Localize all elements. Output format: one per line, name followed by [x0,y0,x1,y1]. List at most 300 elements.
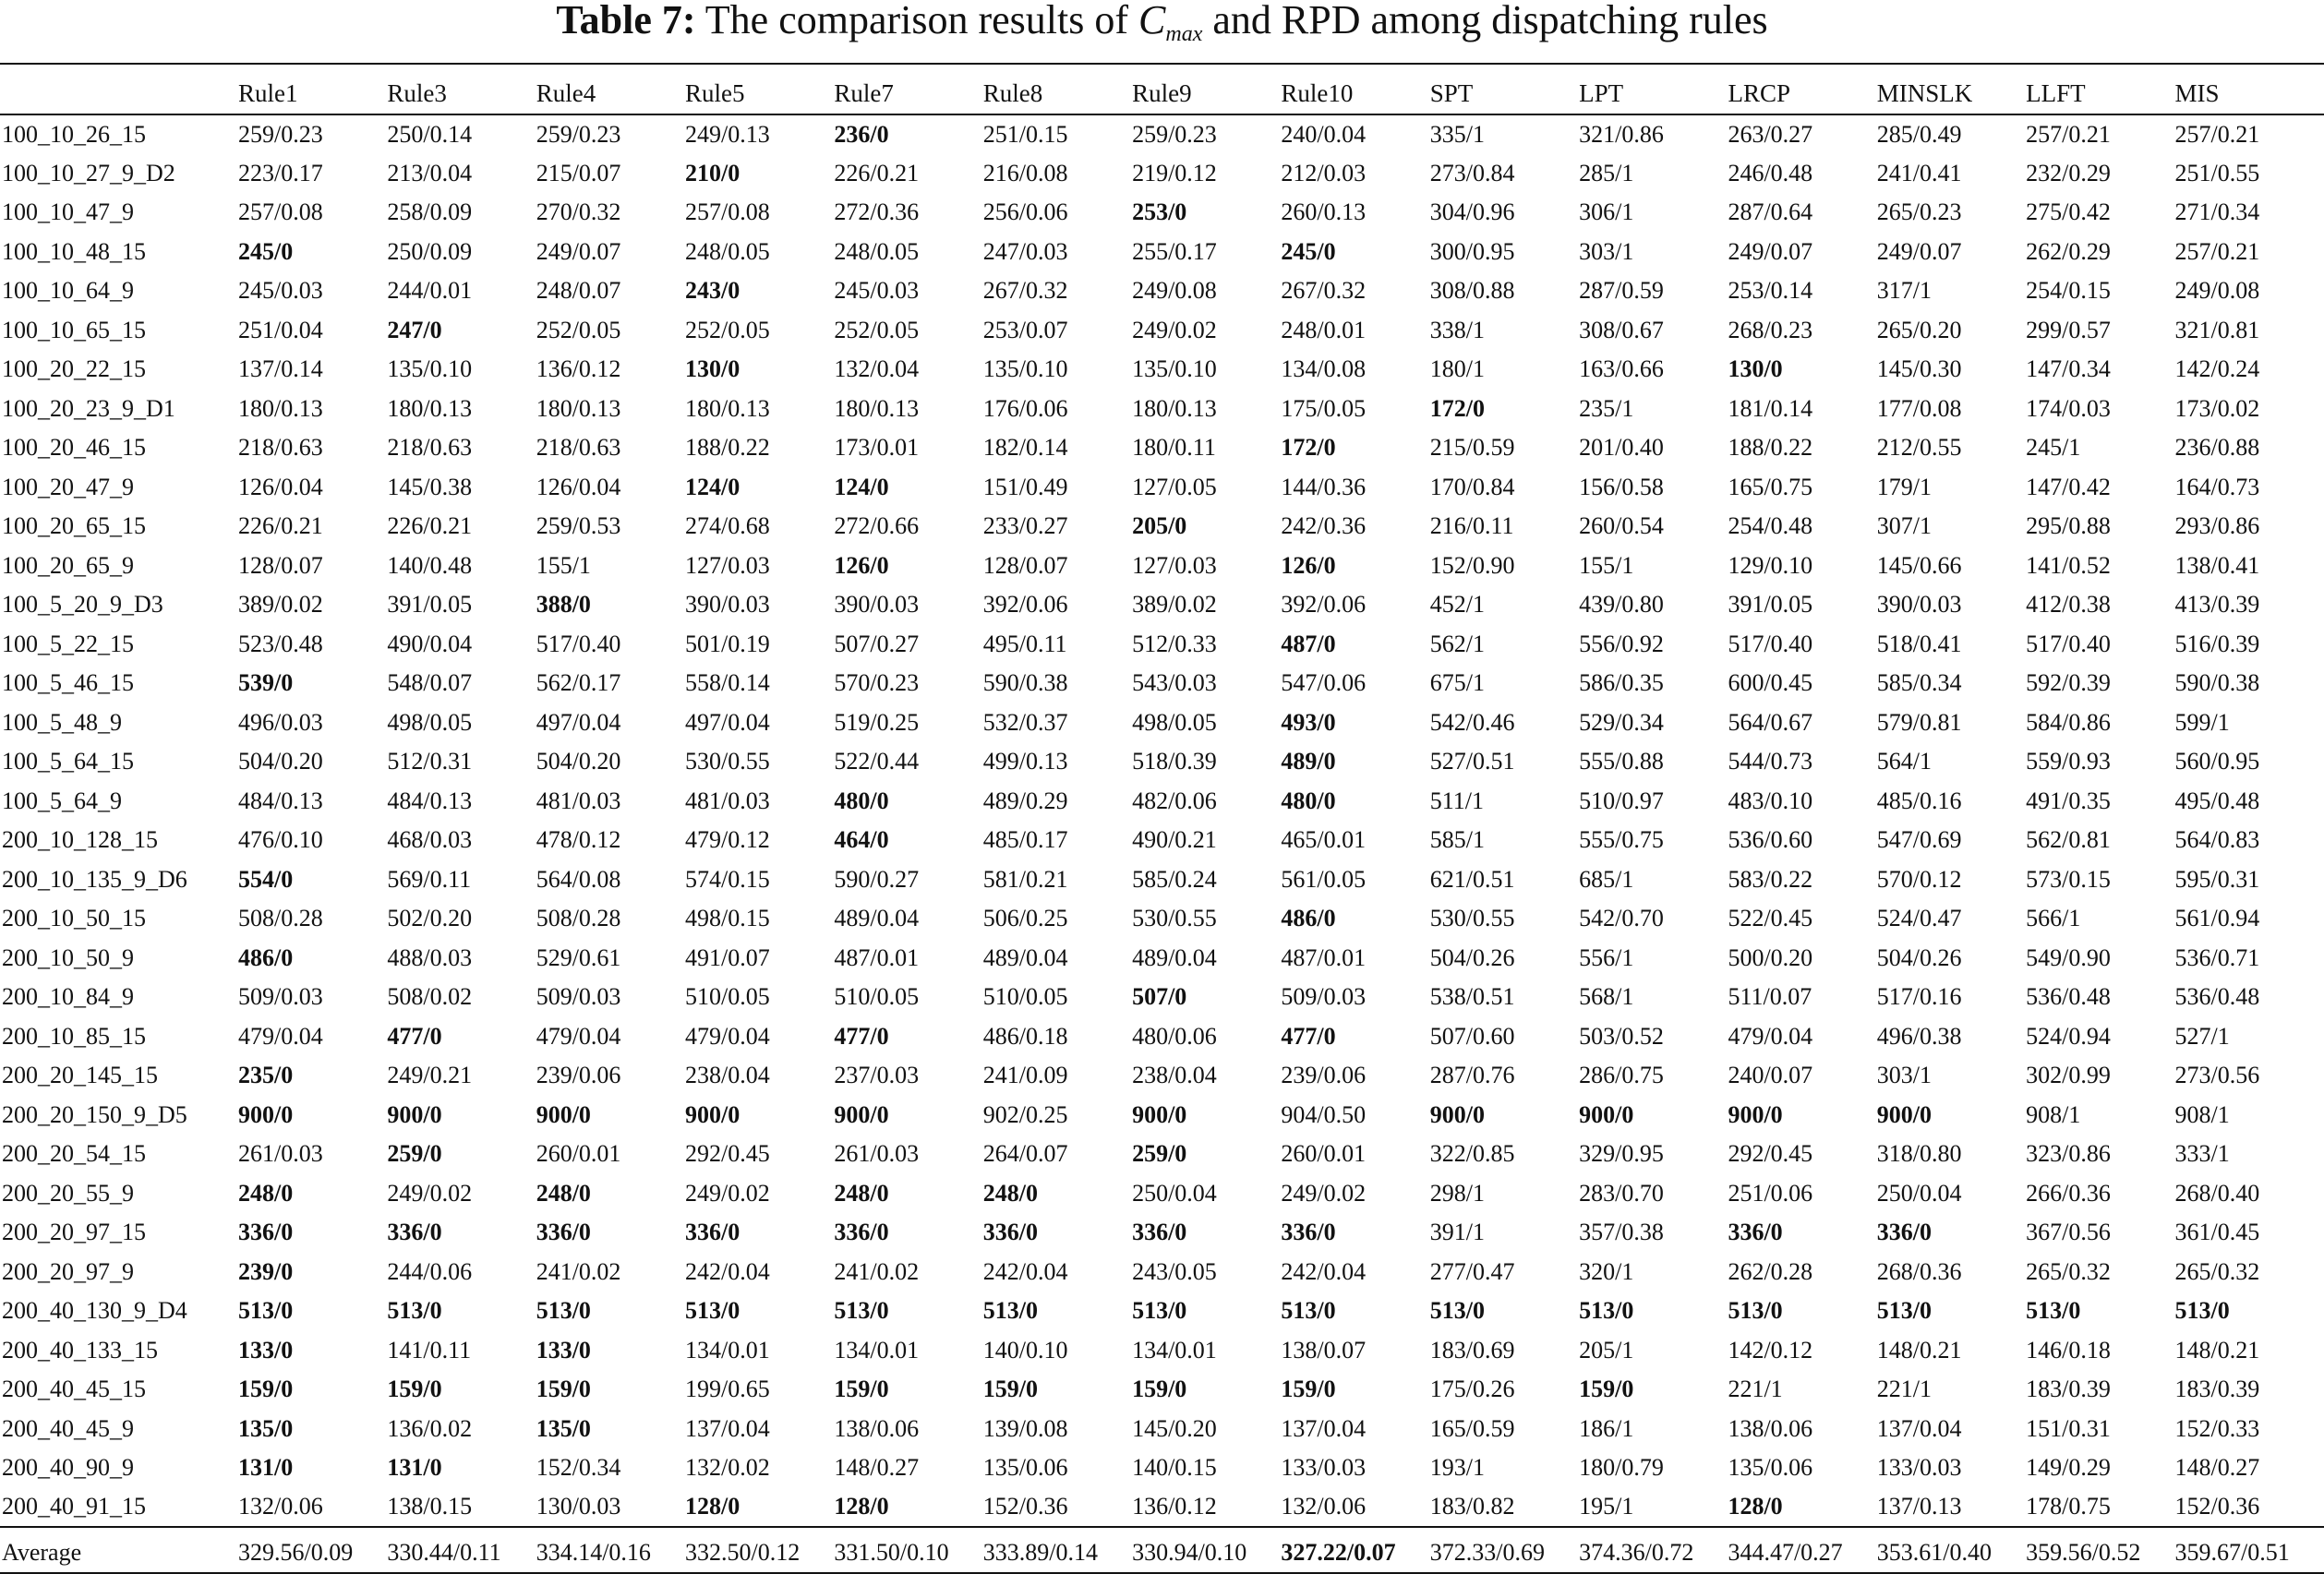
value-cell: 181/0.14 [1728,394,1813,422]
value-cell: 306/1 [1579,198,1634,226]
value-cell: 283/0.70 [1579,1179,1664,1207]
value-cell: 242/0.04 [685,1257,770,1285]
table-row [0,1448,2324,1488]
value-cell: 569/0.11 [387,865,472,893]
average-value-cell: 330.44/0.11 [387,1527,536,1573]
value-cell: 391/0.05 [387,591,473,619]
header-rule7: Rule7 [834,64,982,114]
value-cell: 126/0.04 [536,473,621,500]
value-cell: 148/0.27 [2174,1454,2260,1482]
value-cell: 452/1 [1429,591,1485,619]
table-row [0,821,2324,860]
value-cell: 141/0.11 [387,1336,472,1364]
instance-cell: 200_10_50_9 [2,943,134,971]
value-cell: 215/0.07 [536,159,621,186]
value-cell: 570/0.23 [834,669,920,697]
value-cell: 261/0.03 [834,1140,920,1168]
header-minslk: MINSLK [1877,64,2026,114]
value-cell: 298/1 [1429,1179,1485,1207]
results-table [0,63,2324,1574]
value-cell: 180/0.13 [238,394,323,422]
value-cell: 256/0.06 [982,198,1068,226]
value-cell: 489/0.04 [1132,943,1217,971]
value-cell: 562/0.81 [2026,826,2111,854]
value-cell: 248/0 [834,1179,889,1207]
value-cell: 322/0.85 [1429,1140,1515,1168]
value-cell: 271/0.34 [2174,198,2260,226]
value-cell: 336/0 [1876,1219,1933,1246]
value-cell: 392/0.06 [982,591,1068,619]
value-cell: 566/1 [2026,905,2081,932]
value-cell: 199/0.65 [685,1376,770,1403]
value-cell: 141/0.52 [2026,551,2111,579]
value-cell: 165/0.59 [1429,1414,1515,1442]
value-cell: 239/0 [238,1257,294,1285]
value-cell: 242/0.04 [1281,1257,1367,1285]
value-cell: 134/0.01 [834,1336,920,1364]
value-cell: 258/0.09 [387,198,473,226]
value-cell: 266/0.36 [2026,1179,2111,1207]
value-cell: 249/0.02 [1281,1179,1367,1207]
value-cell: 248/0.07 [536,277,621,305]
header-lrcp: LRCP [1728,64,1876,114]
value-cell: 504/0.26 [1429,943,1515,971]
value-cell: 165/0.75 [1728,473,1813,500]
value-cell: 145/0.38 [387,473,473,500]
value-cell: 268/0.23 [1728,316,1813,343]
value-cell: 498/0.15 [685,905,770,932]
value-cell: 287/0.64 [1728,198,1813,226]
value-cell: 128/0 [834,1493,889,1520]
average-value-cell: 344.47/0.27 [1728,1527,1876,1573]
value-cell: 240/0.07 [1728,1062,1813,1089]
value-cell: 539/0 [238,669,294,697]
value-cell: 137/0.04 [685,1414,770,1442]
value-cell: 265/0.32 [2174,1257,2260,1285]
header-rule8: Rule8 [983,64,1132,114]
value-cell: 137/0.14 [238,355,323,383]
value-cell: 465/0.01 [1281,826,1367,854]
value-cell: 542/0.46 [1429,708,1515,736]
table-row [0,271,2324,311]
value-cell: 336/0 [387,1219,442,1246]
value-cell: 136/0.02 [387,1414,473,1442]
value-cell: 318/0.80 [1876,1140,1962,1168]
value-cell: 516/0.39 [2174,630,2260,657]
average-row [0,1527,2324,1573]
caption-cmax-sub: max [1165,22,1203,46]
value-cell: 501/0.19 [685,630,770,657]
table-row [0,1370,2324,1410]
value-cell: 510/0.05 [685,983,770,1011]
value-cell: 251/0.15 [982,120,1068,148]
value-cell: 495/0.11 [982,630,1067,657]
value-cell: 219/0.12 [1132,159,1217,186]
value-cell: 412/0.38 [2026,591,2111,619]
value-cell: 489/0.04 [982,943,1068,971]
value-cell: 299/0.57 [2026,316,2111,343]
value-cell: 201/0.40 [1579,434,1664,462]
value-cell: 336/0 [536,1219,591,1246]
table-row [0,350,2324,390]
value-cell: 250/0.14 [387,120,473,148]
value-cell: 251/0.04 [238,316,323,343]
value-cell: 130/0 [685,355,741,383]
value-cell: 491/0.35 [2026,787,2111,814]
value-cell: 320/1 [1579,1257,1634,1285]
value-cell: 512/0.31 [387,748,473,775]
value-cell: 257/0.21 [2174,237,2260,265]
value-cell: 254/0.48 [1728,512,1813,540]
value-cell: 511/1 [1429,787,1485,814]
value-cell: 513/0 [982,1297,1038,1325]
average-value-cell: 359.56/0.52 [2026,1527,2174,1573]
value-cell: 137/0.04 [1281,1414,1367,1442]
value-cell: 561/0.05 [1281,865,1367,893]
value-cell: 536/0.48 [2174,983,2260,1011]
value-cell: 245/0.03 [238,277,323,305]
value-cell: 249/0.02 [387,1179,473,1207]
value-cell: 573/0.15 [2026,865,2111,893]
value-cell: 554/0 [238,865,294,893]
value-cell: 543/0.03 [1132,669,1217,697]
value-cell: 159/0 [536,1376,591,1403]
value-cell: 180/0.13 [536,394,621,422]
value-cell: 247/0.03 [982,237,1068,265]
value-cell: 295/0.88 [2026,512,2111,540]
value-cell: 152/0.90 [1429,551,1515,579]
value-cell: 538/0.51 [1429,983,1515,1011]
value-cell: 524/0.47 [1876,905,1962,932]
value-cell: 159/0 [1579,1376,1634,1403]
value-cell: 188/0.22 [1728,434,1813,462]
value-cell: 574/0.15 [685,865,770,893]
value-cell: 389/0.02 [1132,591,1217,619]
value-cell: 218/0.63 [536,434,621,462]
value-cell: 152/0.36 [2174,1493,2260,1520]
value-cell: 510/0.05 [982,983,1068,1011]
value-cell: 176/0.06 [982,394,1068,422]
value-cell: 476/0.10 [238,826,323,854]
instance-cell: 100_20_65_9 [2,551,134,579]
value-cell: 357/0.38 [1579,1219,1664,1246]
value-cell: 138/0.06 [834,1414,920,1442]
value-cell: 159/0 [1281,1376,1336,1403]
table-row [0,1410,2324,1449]
average-value-cell: 329.56/0.09 [238,1527,387,1573]
value-cell: 235/1 [1579,394,1634,422]
value-cell: 321/0.86 [1579,120,1664,148]
value-cell: 248/0.05 [834,237,920,265]
value-cell: 336/0 [1281,1219,1336,1246]
value-cell: 498/0.05 [387,708,473,736]
value-cell: 508/0.02 [387,983,473,1011]
value-cell: 336/0 [238,1219,294,1246]
value-cell: 621/0.51 [1429,865,1515,893]
value-cell: 213/0.04 [387,159,473,186]
value-cell: 513/0 [2174,1297,2230,1325]
value-cell: 137/0.04 [1876,1414,1962,1442]
instance-cell: 200_10_128_15 [2,826,158,854]
value-cell: 170/0.84 [1429,473,1515,500]
value-cell: 249/0.02 [685,1179,770,1207]
header-rule9: Rule9 [1132,64,1281,114]
value-cell: 592/0.39 [2026,669,2111,697]
value-cell: 489/0.29 [982,787,1068,814]
value-cell: 159/0 [238,1376,294,1403]
value-cell: 479/0.04 [536,1022,621,1050]
value-cell: 510/0.05 [834,983,920,1011]
value-cell: 508/0.28 [536,905,621,932]
instance-cell: 100_5_22_15 [2,630,134,657]
value-cell: 133/0.03 [1876,1454,1962,1482]
value-cell: 488/0.03 [387,943,473,971]
value-cell: 250/0.04 [1132,1179,1217,1207]
value-cell: 147/0.34 [2026,355,2111,383]
value-cell: 273/0.56 [2174,1062,2260,1089]
value-cell: 245/1 [2026,434,2081,462]
value-cell: 244/0.06 [387,1257,473,1285]
value-cell: 273/0.84 [1429,159,1515,186]
value-cell: 518/0.41 [1876,630,1962,657]
value-cell: 133/0 [238,1336,294,1364]
value-cell: 292/0.45 [685,1140,770,1168]
value-cell: 517/0.40 [1728,630,1813,657]
value-cell: 248/0 [536,1179,591,1207]
average-value-cell: 330.94/0.10 [1132,1527,1281,1573]
caption-text-before: The comparison results of [704,0,1128,42]
value-cell: 487/0.01 [1281,943,1367,971]
table-row [0,311,2324,351]
value-cell: 235/0 [238,1062,294,1089]
value-cell: 128/0 [1728,1493,1783,1520]
value-cell: 183/0.39 [2174,1376,2260,1403]
instance-cell: 100_10_26_15 [2,120,146,148]
value-cell: 128/0 [685,1493,741,1520]
value-cell: 517/0.40 [536,630,621,657]
value-cell: 277/0.47 [1429,1257,1515,1285]
value-cell: 188/0.22 [685,434,770,462]
table-row [0,585,2324,625]
header-rule3: Rule3 [387,64,536,114]
value-cell: 127/0.03 [685,551,770,579]
value-cell: 259/0.23 [238,120,323,148]
value-cell: 559/0.93 [2026,748,2111,775]
value-cell: 241/0.09 [982,1062,1068,1089]
value-cell: 496/0.03 [238,708,323,736]
value-cell: 252/0.05 [685,316,770,343]
value-cell: 513/0 [1876,1297,1933,1325]
value-cell: 479/0.04 [238,1022,323,1050]
caption-label: Table 7: [556,0,696,42]
value-cell: 175/0.05 [1281,394,1367,422]
value-cell: 568/1 [1579,983,1634,1011]
value-cell: 183/0.82 [1429,1493,1515,1520]
value-cell: 513/0 [238,1297,294,1325]
value-cell: 175/0.26 [1429,1376,1515,1403]
value-cell: 255/0.17 [1132,237,1217,265]
value-cell: 504/0.26 [1876,943,1962,971]
value-cell: 509/0.03 [536,983,621,1011]
value-cell: 513/0 [685,1297,741,1325]
value-cell: 338/1 [1429,316,1485,343]
value-cell: 159/0 [1132,1376,1187,1403]
value-cell: 128/0.07 [982,551,1068,579]
value-cell: 155/1 [536,551,591,579]
value-cell: 562/0.17 [536,669,621,697]
value-cell: 556/0.92 [1579,630,1664,657]
value-cell: 900/0 [1429,1100,1485,1128]
value-cell: 151/0.31 [2026,1414,2111,1442]
value-cell: 507/0.60 [1429,1022,1515,1050]
table-row [0,1488,2324,1528]
value-cell: 497/0.04 [536,708,621,736]
value-cell: 132/0.02 [685,1454,770,1482]
value-cell: 212/0.55 [1876,434,1962,462]
value-cell: 504/0.20 [536,748,621,775]
instance-cell: 100_5_64_9 [2,787,122,814]
value-cell: 479/0.04 [685,1022,770,1050]
value-cell: 527/1 [2174,1022,2230,1050]
value-cell: 264/0.07 [982,1140,1068,1168]
value-cell: 303/1 [1579,237,1634,265]
value-cell: 477/0 [834,1022,889,1050]
value-cell: 257/0.08 [685,198,770,226]
value-cell: 908/1 [2174,1100,2230,1128]
instance-cell: 200_20_145_15 [2,1062,158,1089]
value-cell: 144/0.36 [1281,473,1367,500]
value-cell: 149/0.29 [2026,1454,2111,1482]
value-cell: 532/0.37 [982,708,1068,736]
value-cell: 133/0 [536,1336,591,1364]
value-cell: 908/1 [2026,1100,2081,1128]
value-cell: 487/0.01 [834,943,920,971]
value-cell: 249/0.21 [387,1062,473,1089]
instance-cell: 100_5_64_15 [2,748,134,775]
table-caption [0,0,2324,55]
value-cell: 253/0 [1132,198,1187,226]
value-cell: 500/0.20 [1728,943,1813,971]
table-row [0,742,2324,782]
instance-cell: 200_20_55_9 [2,1179,134,1207]
value-cell: 135/0.10 [982,355,1068,383]
value-cell: 481/0.03 [685,787,770,814]
value-cell: 361/0.45 [2174,1219,2260,1246]
value-cell: 136/0.12 [536,355,621,383]
value-cell: 138/0.41 [2174,551,2260,579]
value-cell: 510/0.97 [1579,787,1664,814]
average-value-cell: 353.61/0.40 [1877,1527,2026,1573]
value-cell: 367/0.56 [2026,1219,2111,1246]
value-cell: 590/0.27 [834,865,920,893]
table-row [0,1096,2324,1135]
value-cell: 900/0 [1876,1100,1933,1128]
value-cell: 138/0.07 [1281,1336,1367,1364]
value-cell: 548/0.07 [387,669,473,697]
value-cell: 259/0 [387,1140,442,1168]
table-row [0,978,2324,1017]
value-cell: 260/0.13 [1281,198,1367,226]
caption-cmax [1138,0,1203,46]
value-cell: 513/0 [1132,1297,1187,1325]
value-cell: 317/1 [1876,277,1933,305]
table-row [0,1017,2324,1057]
value-cell: 139/0.08 [982,1414,1068,1442]
value-cell: 129/0.10 [1728,551,1813,579]
value-cell: 226/0.21 [238,512,323,540]
value-cell: 583/0.22 [1728,865,1813,893]
value-cell: 336/0 [1132,1219,1187,1246]
table-row [0,703,2324,743]
value-cell: 134/0.08 [1281,355,1367,383]
value-cell: 335/1 [1429,120,1485,148]
value-cell: 477/0 [1281,1022,1336,1050]
value-cell: 480/0 [1281,787,1336,814]
value-cell: 293/0.86 [2174,512,2260,540]
value-cell: 561/0.94 [2174,905,2260,932]
value-cell: 241/0.41 [1876,159,1962,186]
value-cell: 480/0.06 [1132,1022,1217,1050]
value-cell: 904/0.50 [1281,1100,1367,1128]
value-cell: 248/0.01 [1281,316,1367,343]
value-cell: 242/0.36 [1281,512,1367,540]
value-cell: 257/0.08 [238,198,323,226]
value-cell: 479/0.04 [1728,1022,1813,1050]
value-cell: 236/0 [834,120,889,148]
instance-cell: 100_5_46_15 [2,669,134,697]
value-cell: 261/0.03 [238,1140,323,1168]
average-value-cell: 374.36/0.72 [1579,1527,1728,1573]
value-cell: 900/0 [238,1100,294,1128]
value-cell: 237/0.03 [834,1062,920,1089]
value-cell: 145/0.30 [1876,355,1962,383]
table-row [0,1292,2324,1331]
value-cell: 152/0.33 [2174,1414,2260,1442]
instance-cell: 100_10_27_9_D2 [2,159,175,186]
value-cell: 287/0.76 [1429,1062,1515,1089]
value-cell: 130/0.03 [536,1493,621,1520]
value-cell: 140/0.10 [982,1336,1068,1364]
value-cell: 900/0 [834,1100,889,1128]
value-cell: 581/0.21 [982,865,1068,893]
value-cell: 135/0.10 [387,355,473,383]
value-cell: 285/1 [1579,159,1634,186]
value-cell: 530/0.55 [1132,905,1217,932]
value-cell: 524/0.94 [2026,1022,2111,1050]
instance-cell: 200_20_150_9_D5 [2,1100,187,1128]
value-cell: 183/0.39 [2026,1376,2111,1403]
value-cell: 498/0.05 [1132,708,1217,736]
value-cell: 486/0 [1281,905,1336,932]
value-cell: 900/0 [1132,1100,1187,1128]
instance-cell: 100_10_65_15 [2,316,146,343]
value-cell: 493/0 [1281,708,1336,736]
instance-cell: 200_20_54_15 [2,1140,146,1168]
table-row [0,1056,2324,1096]
instance-cell: 200_40_90_9 [2,1454,134,1482]
value-cell: 536/0.48 [2026,983,2111,1011]
instance-cell: 100_10_48_15 [2,237,146,265]
value-cell: 478/0.12 [536,826,621,854]
instance-cell: 200_40_133_15 [2,1336,158,1364]
value-cell: 249/0.08 [1132,277,1217,305]
value-cell: 511/0.07 [1728,983,1812,1011]
instance-cell: 100_20_65_15 [2,512,146,540]
value-cell: 253/0.14 [1728,277,1813,305]
instance-cell: 100_20_46_15 [2,434,146,462]
value-cell: 274/0.68 [685,512,770,540]
value-cell: 257/0.21 [2174,120,2260,148]
